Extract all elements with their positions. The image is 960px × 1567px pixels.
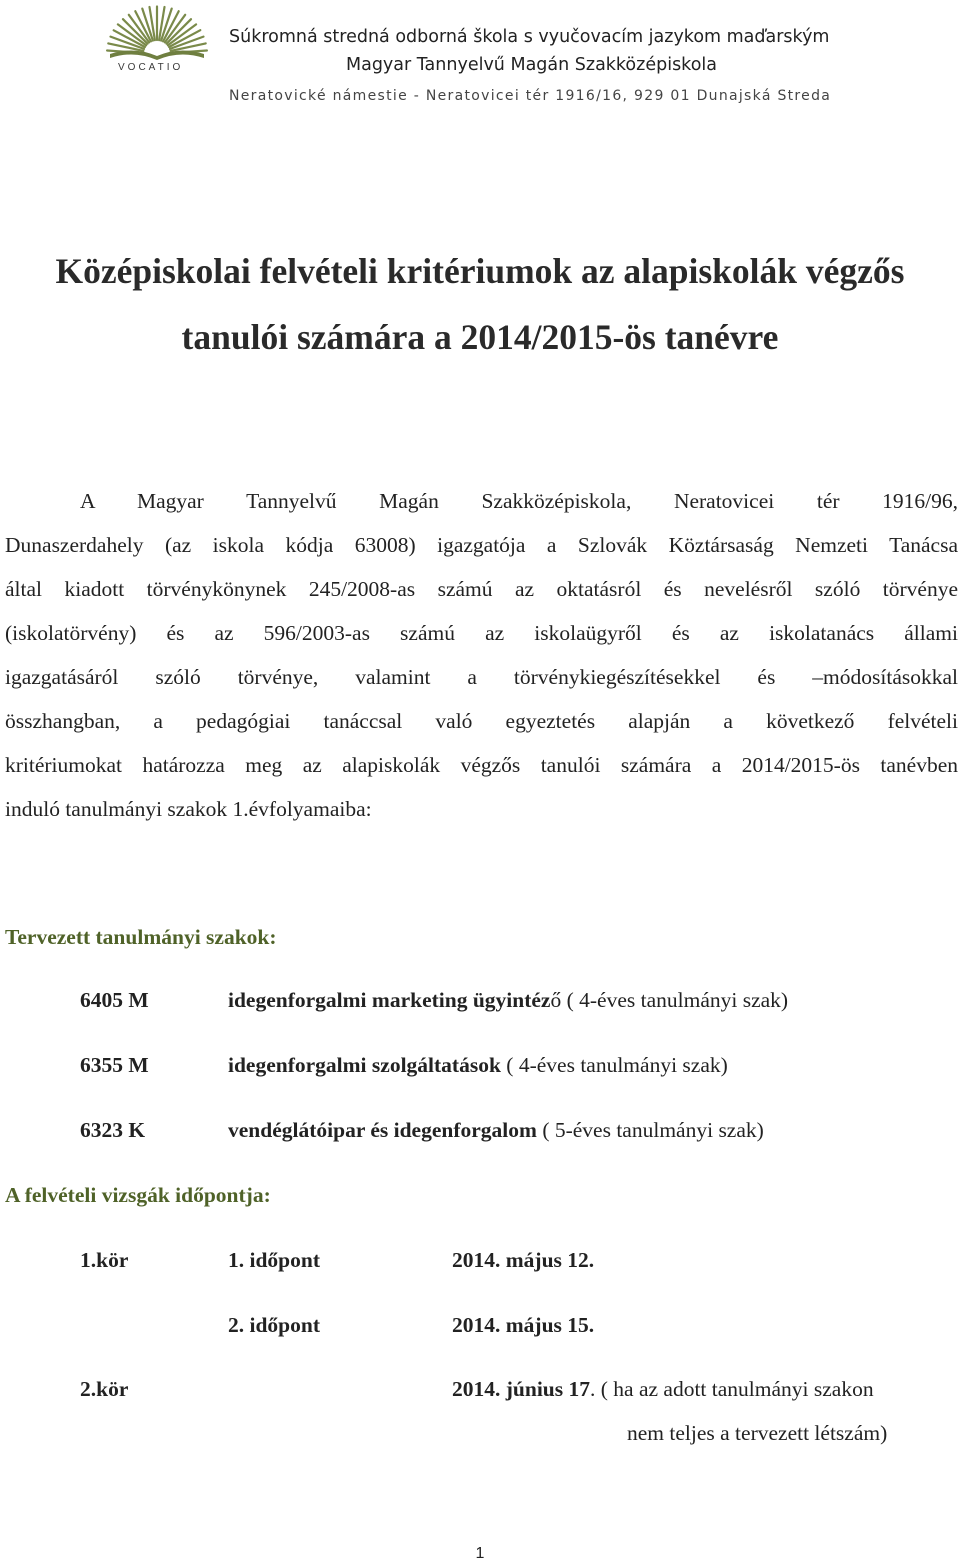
slot1-label: 1. időpont [228,1248,321,1272]
program-code: 6355 M [80,1053,149,1077]
page-number: 1 [475,1545,485,1562]
program-code: 6323 K [80,1118,146,1142]
header-school-name-hu: Magyar Tannyelvű Magán Szakközépiskola [346,55,717,75]
program-detail: ( 4-éves tanulmányi szak) [500,1053,728,1077]
intro-line: induló tanulmányi szakok 1.évfolyamaiba: [5,797,372,821]
program-name: idegenforgalmi szolgáltatások [228,1053,501,1077]
exams-heading: A felvételi vizsgák időpontja: [5,1183,271,1207]
round2-row [452,1377,874,1402]
programs-heading: Tervezett tanulmányi szakok: [5,925,277,949]
slot2-label: 2. időpont [228,1313,321,1337]
round2-label: 2.kör [80,1377,129,1401]
program-row [228,988,788,1013]
intro-line: által kiadott törvénykönynek 245/2008-as számú az oktatásról és nevelésről szóló törvénye [5,577,958,601]
slot2-date: 2014. május 15. [452,1313,595,1337]
intro-line: összhangban, a pedagógiai tanáccsal való egyeztetés alapján a következő felvételi [5,709,958,733]
slot1-date: 2014. május 12. [452,1248,595,1272]
program-row [228,1118,764,1143]
round2-note: . ( ha az adott tanulmányi szakon [590,1377,874,1401]
intro-line: igazgatásáról szóló törvénye, valamint a törvénykiegészítésekkel és –módosításokkal [5,665,958,689]
program-row [228,1053,728,1078]
header-address: Neratovické námestie - Neratovicei tér 1916/16, 929 01 Dunajská Streda [229,88,832,104]
program-name: vendéglátóipar és idegenforgalom [228,1118,537,1142]
logo-word: VOCATIO [118,62,184,73]
intro-line: A Magyar Tannyelvű Magán Szakközépiskola, Neratovicei tér 1916/96, [80,489,958,513]
page-title-line-1: Középiskolai felvételi kritériumok az alapiskolák végzős [55,251,905,291]
round2-date: 2014. június 17 [452,1377,590,1401]
intro-line: Dunaszerdahely (az iskola kódja 63008) igazgatója a Szlovák Köztársaság Nemzeti Tanácsa [5,533,958,557]
round2-note-cont: nem teljes a tervezett létszám) [627,1421,888,1445]
page-title-line-2: tanulói számára a 2014/2015-ös tanévre [181,317,779,357]
intro-line: (iskolatörvény) és az 596/2003-as számú az iskolaügyről és az iskolatanács állami [5,621,958,645]
header-school-name-sk: Súkromná stredná odborná škola s vyučovacím jazykom maďarským [229,27,830,47]
program-name-tail: ő [550,988,562,1012]
intro-line: kritériumokat határozza meg az alapiskolák végzős tanulói számára a 2014/2015-ös tanévben [5,753,958,777]
program-detail: ( 5-éves tanulmányi szak) [536,1118,764,1142]
program-code: 6405 M [80,988,149,1012]
round1-label: 1.kör [80,1248,129,1272]
program-detail: ( 4-éves tanulmányi szak) [561,988,789,1012]
program-name: idegenforgalmi marketing ügyintéz [228,988,551,1012]
